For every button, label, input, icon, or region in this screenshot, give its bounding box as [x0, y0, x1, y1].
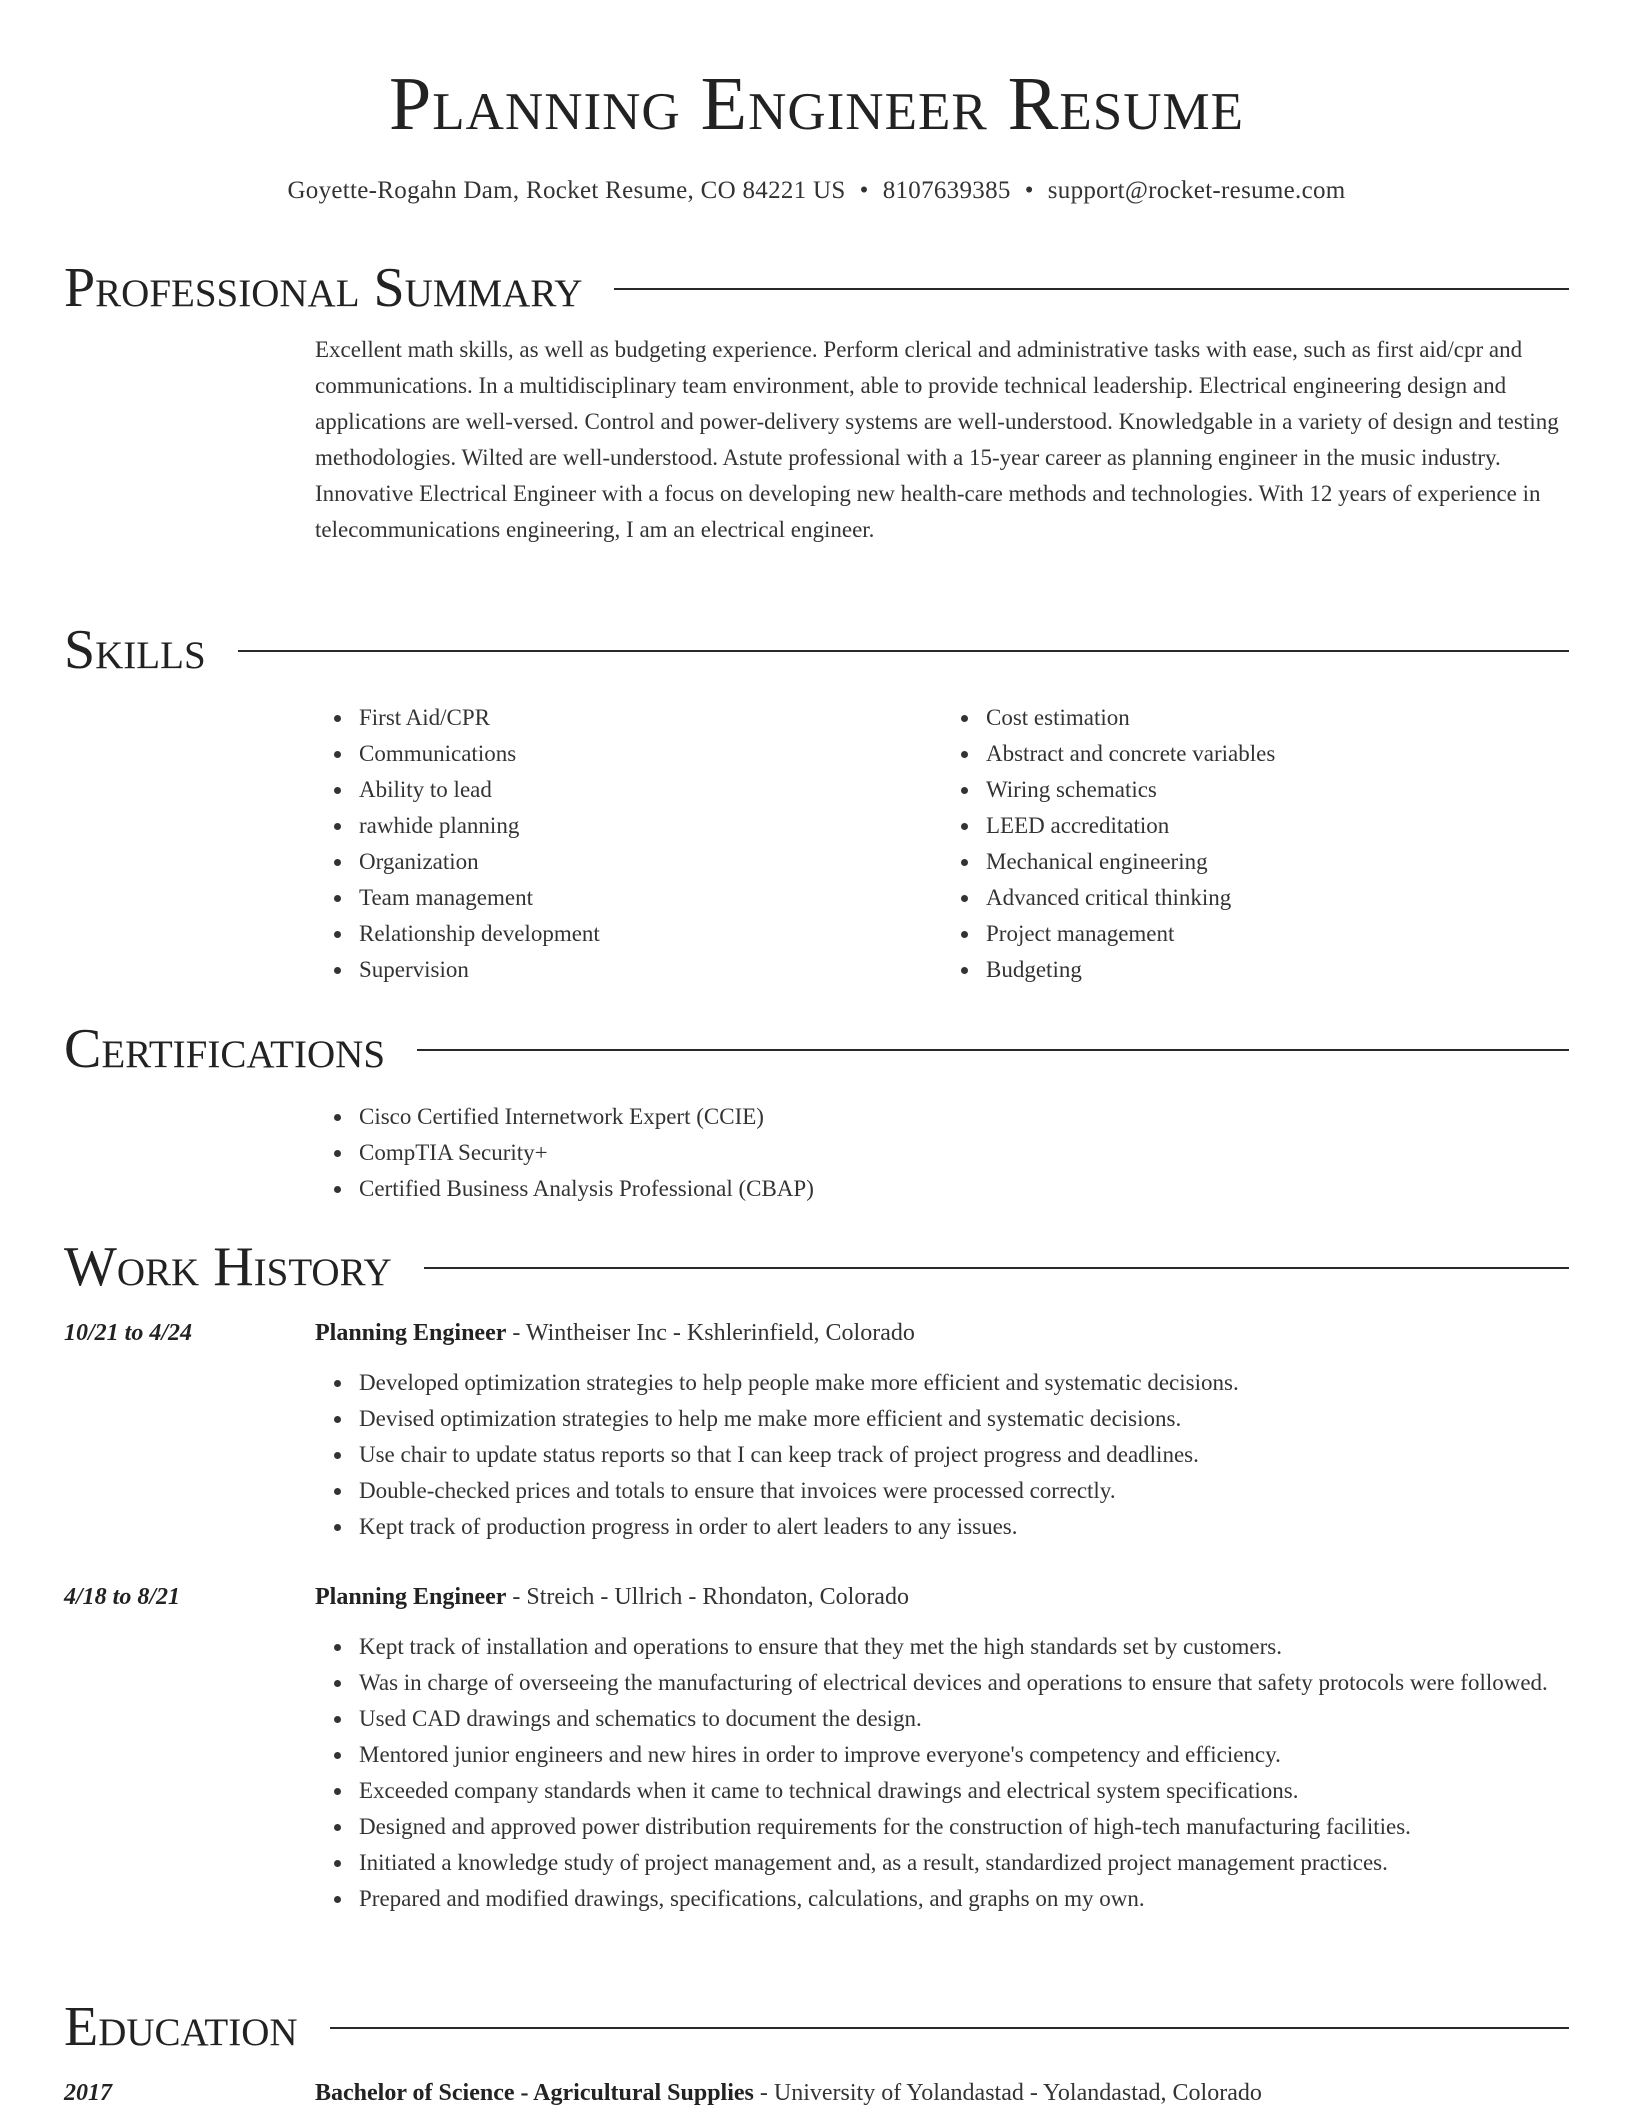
section-heading: Professional Summary [64, 257, 583, 319]
section-heading: Education [64, 1996, 298, 2058]
education-section [64, 1997, 1569, 2111]
skill-item: Communications [359, 736, 942, 772]
education-header-row [64, 2075, 1569, 2111]
certification-item: Certified Business Analysis Professional (CBAP) [359, 1171, 1569, 1207]
section-divider [330, 2027, 1569, 2029]
certifications-list [315, 1099, 1569, 1207]
skills-section [64, 620, 1569, 988]
work-history-header [64, 1237, 1569, 1297]
skills-list-right [942, 700, 1569, 988]
job-bullet: Exceeded company standards when it came to technical drawings and electrical system specifications. [359, 1773, 1569, 1809]
skill-item: Organization [359, 844, 942, 880]
job-bullet: Initiated a knowledge study of project management and, as a result, standardized project management practices. [359, 1845, 1569, 1881]
job-header [64, 1315, 1569, 1351]
skill-item: Budgeting [986, 952, 1569, 988]
summary-section [64, 258, 1569, 548]
job-bullet: Designed and approved power distribution requirements for the construction of high-tech manufacturing facilities. [359, 1809, 1569, 1845]
contact-email: support@rocket-resume.com [1047, 177, 1346, 204]
certification-item: Cisco Certified Internetwork Expert (CCIE) [359, 1099, 1569, 1135]
job-bullet: Developed optimization strategies to help people make more efficient and systematic decisions. [359, 1365, 1569, 1401]
skills-list-left [315, 700, 942, 988]
job-bullet: Kept track of installation and operations to ensure that they met the high standards set by customers. [359, 1629, 1569, 1665]
skill-item: Project management [986, 916, 1569, 952]
education-header [64, 1997, 1569, 2057]
contact-separator: • [859, 177, 869, 204]
contact-address: Goyette-Rogahn Dam, Rocket Resume, CO 84221 US [287, 177, 846, 204]
job-dates: 10/21 to 4/24 [64, 1320, 193, 1346]
education-entry [64, 2075, 1569, 2111]
job-bullet: Devised optimization strategies to help me make more efficient and systematic decisions. [359, 1401, 1569, 1437]
summary-paragraph: Excellent math skills, as well as budgeting experience. Perform clerical and administrative tasks with ease, such as first aid/cpr and communications. In a multidisciplinary team environment, able to provide technical leadership. Electrical engineering design and applications are well-versed. Control and power-delivery systems are well-understood. Knowledgable in a variety of design and testing methodologies. Wilted are well-understood. Astute professional with a 15-year career as planning engineer in the music industry. Innovative Electrical Engineer with a focus on developing new health-care methods and technologies. With 12 years of experience in telecommunications engineering, I am an electrical engineer. [315, 337, 1559, 542]
skill-item: First Aid/CPR [359, 700, 942, 736]
skill-item: Wiring schematics [986, 772, 1569, 808]
job-title: Planning Engineer [315, 1584, 507, 1610]
education-degree: Bachelor of Science - Agricultural Supplies [315, 2080, 754, 2106]
job-bullet: Mentored junior engineers and new hires in order to improve everyone's competency and efficiency. [359, 1737, 1569, 1773]
skill-item: rawhide planning [359, 808, 942, 844]
skill-item: Advanced critical thinking [986, 880, 1569, 916]
education-year: 2017 [64, 2080, 112, 2106]
contact-phone: 8107639385 [882, 177, 1011, 204]
job-employer: - Streich - Ullrich - Rhondaton, Colorado [506, 1584, 909, 1610]
contact-separator: • [1024, 177, 1034, 204]
skill-item: Supervision [359, 952, 942, 988]
job-bullet: Was in charge of overseeing the manufacturing of electrical devices and operations to ensure that safety protocols were followed. [359, 1665, 1569, 1701]
skill-item: Ability to lead [359, 772, 942, 808]
skill-item: LEED accreditation [986, 808, 1569, 844]
job-heading [315, 1315, 915, 1351]
summary-header [64, 258, 1569, 318]
certifications-section [64, 1019, 1569, 1207]
education-school: - University of Yolandastad - Yolandastad, Colorado [753, 2080, 1262, 2106]
section-heading: Certifications [64, 1018, 386, 1080]
education-heading [315, 2075, 1262, 2111]
section-divider [614, 288, 1569, 290]
section-heading: Skills [64, 619, 206, 681]
job-bullet: Kept track of production progress in order to alert leaders to any issues. [359, 1509, 1569, 1545]
job-entry [64, 1315, 1569, 1545]
job-bullet: Used CAD drawings and schematics to document the design. [359, 1701, 1569, 1737]
job-heading [315, 1579, 909, 1615]
job-title: Planning Engineer [315, 1320, 507, 1346]
contact-line [64, 177, 1569, 205]
certifications-header [64, 1019, 1569, 1079]
job-bullet: Use chair to update status reports so that I can keep track of project progress and deadlines. [359, 1437, 1569, 1473]
skill-item: Cost estimation [986, 700, 1569, 736]
job-bullets [315, 1629, 1569, 1917]
resume-title: Planning Engineer Resume [389, 62, 1244, 146]
job-bullet: Double-checked prices and totals to ensure that invoices were processed correctly. [359, 1473, 1569, 1509]
section-divider [424, 1267, 1569, 1269]
job-header [64, 1579, 1569, 1615]
job-bullet: Prepared and modified drawings, specifications, calculations, and graphs on my own. [359, 1881, 1569, 1917]
job-dates: 4/18 to 8/21 [64, 1584, 181, 1610]
job-entry [64, 1579, 1569, 1917]
section-divider [417, 1049, 1569, 1051]
section-heading: Work History [64, 1236, 392, 1298]
work-history-section [64, 1237, 1569, 1917]
skills-grid [315, 700, 1569, 988]
section-divider [238, 650, 1569, 652]
certification-item: CompTIA Security+ [359, 1135, 1569, 1171]
summary-body [315, 332, 1569, 548]
certifications-body [315, 1099, 1569, 1207]
skill-item: Abstract and concrete variables [986, 736, 1569, 772]
skill-item: Team management [359, 880, 942, 916]
skill-item: Mechanical engineering [986, 844, 1569, 880]
skills-header [64, 620, 1569, 680]
resume-page [64, 0, 1569, 2106]
job-bullets [315, 1365, 1569, 1545]
skill-item: Relationship development [359, 916, 942, 952]
job-employer: - Wintheiser Inc - Kshlerinfield, Colorado [506, 1320, 915, 1346]
